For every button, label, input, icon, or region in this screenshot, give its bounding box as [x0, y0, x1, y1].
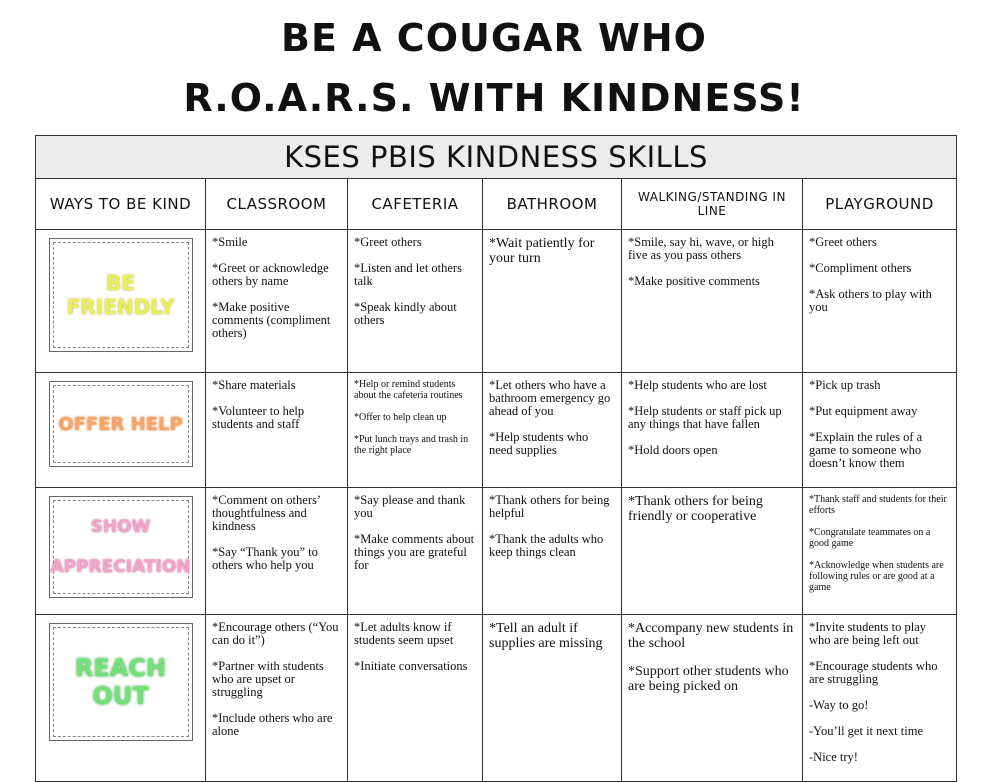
list-item: *Greet others — [809, 235, 877, 249]
list-item: *Comment on others’ thoughtfulness and kindness — [212, 493, 321, 533]
list-item: *Smile, say hi, wave, or high five as you pass others — [628, 235, 774, 262]
list-item: *Help students who are lost — [628, 378, 767, 392]
list-item: *Let others who have a bathroom emergency go ahead of you — [489, 378, 611, 418]
list-item: *Speak kindly about others — [354, 300, 457, 327]
list-item: *Tell an adult if supplies are missing — [489, 621, 603, 651]
header-ways-to-be-kind: WAYS TO BE KIND — [36, 179, 206, 230]
cell-appreciation-cafeteria — [348, 488, 483, 615]
list-item: *Thank others for being helpful — [489, 493, 610, 520]
kindness-skills-table — [35, 135, 957, 782]
list-item: *Partner with students who are upset or struggling — [212, 659, 324, 699]
list-item: *Help students who need supplies — [489, 430, 589, 457]
cell-reach-classroom — [206, 615, 348, 782]
label-frame — [49, 238, 193, 352]
reach-out-label: REACH OUT — [74, 654, 167, 710]
list-item: -Nice try! — [809, 750, 858, 764]
list-item: *Listen and let others talk — [354, 261, 462, 288]
list-item: *Share materials — [212, 378, 296, 392]
cell-friendly-playground — [803, 230, 957, 373]
list-item: *Put lunch trays and trash in the right place — [354, 434, 469, 456]
list-item: *Help students or staff pick up any things that have fallen — [628, 404, 782, 431]
list-item: *Pick up trash — [809, 378, 881, 392]
table-row-be-friendly — [36, 230, 957, 373]
cell-appreciation-playground — [803, 488, 957, 615]
header-classroom: CLASSROOM — [206, 179, 348, 230]
list-item: *Make positive comments (compliment others) — [212, 300, 331, 340]
list-item: -You’ll get it next time — [809, 724, 924, 738]
list-item: *Put equipment away — [809, 404, 918, 418]
list-item: *Hold doors open — [628, 443, 718, 457]
list-item: *Let adults know if students seem upset — [354, 620, 454, 647]
header-cafeteria: CAFETERIA — [348, 179, 483, 230]
cell-reach-playground — [803, 615, 957, 782]
list-item: *Invite students to play who are being left out — [809, 620, 926, 647]
list-item: *Volunteer to help students and staff — [212, 404, 305, 431]
list-item: -Way to go! — [809, 698, 869, 712]
cell-appreciation-line — [622, 488, 803, 615]
cell-friendly-cafeteria — [348, 230, 483, 373]
list-item: *Smile — [212, 235, 248, 249]
cell-reach-line — [622, 615, 803, 782]
show-appreciation-label: SHOW APPRECIATION — [50, 517, 191, 577]
list-item: *Ask others to play with you — [809, 287, 932, 314]
list-item: *Say “Thank you” to others who help you — [212, 545, 318, 572]
list-item: *Initiate conversations — [354, 659, 468, 673]
list-item: *Thank others for being friendly or cooperative — [628, 494, 763, 524]
cell-reach-bathroom — [483, 615, 622, 782]
list-item: *Make positive comments — [628, 274, 760, 288]
list-item: *Make comments about things you are grateful for — [354, 532, 475, 572]
list-item: *Greet others — [354, 235, 422, 249]
list-item: *Thank staff and students for their efforts — [809, 494, 947, 516]
header-bathroom: BATHROOM — [483, 179, 622, 230]
cell-appreciation-classroom — [206, 488, 348, 615]
label-frame — [49, 496, 193, 598]
list-item: *Wait patiently for your turn — [489, 236, 595, 266]
list-item: *Encourage students who are struggling — [809, 659, 938, 686]
list-item: *Support other students who are being picked on — [628, 664, 789, 694]
list-item: *Accompany new students in the school — [628, 621, 794, 651]
cell-reach-cafeteria — [348, 615, 483, 782]
cell-help-classroom — [206, 373, 348, 488]
row-label-cell — [36, 615, 206, 782]
label-frame — [49, 623, 193, 741]
label-frame — [49, 381, 193, 467]
cell-help-bathroom — [483, 373, 622, 488]
list-item: *Greet or acknowledge others by name — [212, 261, 329, 288]
list-item: *Offer to help clean up — [354, 412, 447, 423]
table-row-show-appreciation — [36, 488, 957, 615]
table-row-reach-out — [36, 615, 957, 782]
row-label-cell — [36, 373, 206, 488]
header-walking-standing-in-line: WALKING/STANDING IN LINE — [622, 179, 803, 230]
cell-appreciation-bathroom — [483, 488, 622, 615]
offer-help-label: OFFER HELP — [58, 413, 183, 435]
cell-friendly-line — [622, 230, 803, 373]
cell-friendly-classroom — [206, 230, 348, 373]
list-item: *Thank the adults who keep things clean — [489, 532, 604, 559]
table-banner: KSES PBIS KINDNESS SKILLS — [36, 136, 957, 179]
row-label-cell — [36, 488, 206, 615]
cell-help-playground — [803, 373, 957, 488]
be-friendly-label: BE FRIENDLY — [66, 271, 175, 319]
list-item: *Compliment others — [809, 261, 912, 275]
list-item: *Help or remind students about the cafeteria routines — [354, 379, 463, 401]
table-row-offer-help — [36, 373, 957, 488]
list-item: *Congratulate teammates on a good game — [809, 527, 931, 549]
list-item: *Encourage others (“You can do it”) — [212, 620, 339, 647]
list-item: *Acknowledge when students are following rules or are good at a game — [809, 560, 944, 593]
row-label-cell — [36, 230, 206, 373]
title-line-2: R.O.A.R.S. WITH KINDNESS! — [183, 76, 805, 120]
list-item: *Say please and thank you — [354, 493, 466, 520]
list-item: *Include others who are alone — [212, 711, 333, 738]
cell-help-cafeteria — [348, 373, 483, 488]
cell-friendly-bathroom — [483, 230, 622, 373]
header-playground: PLAYGROUND — [803, 179, 957, 230]
cell-help-line — [622, 373, 803, 488]
list-item: *Explain the rules of a game to someone who doesn’t know them — [809, 430, 923, 470]
title-line-1: BE A COUGAR WHO — [281, 16, 707, 60]
